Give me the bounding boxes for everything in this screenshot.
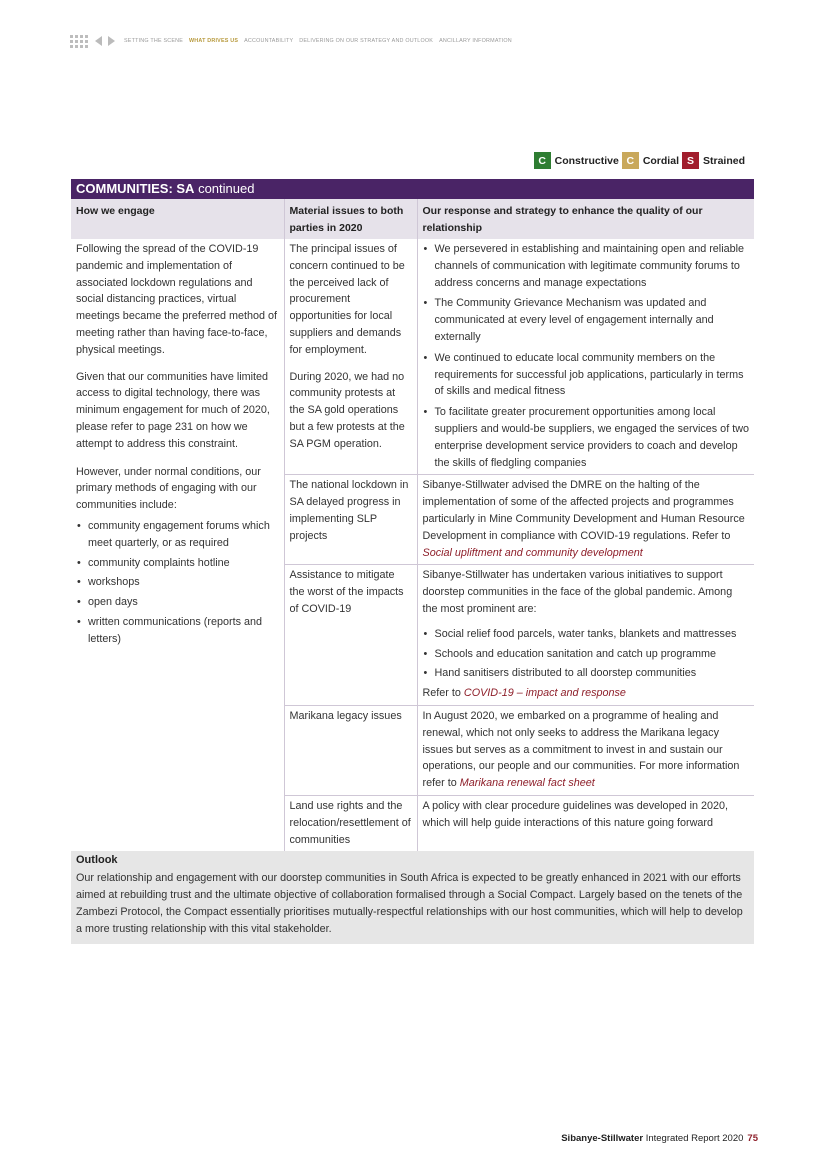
page-number: 75 (747, 1133, 758, 1144)
next-page-icon[interactable] (108, 36, 115, 46)
list-item: • We persevered in establishing and maintaining open and reliable channels of communication with legitimate community forums to address concerns and manage expectations (423, 241, 751, 291)
nav-item-delivering-strategy[interactable]: DELIVERING ON OUR STRATEGY AND OUTLOOK (299, 38, 434, 44)
grid-menu-icon[interactable] (70, 35, 88, 48)
list-item: • written communications (reports and letters) (76, 614, 278, 648)
response-cell (417, 475, 754, 565)
engage-paragraph: Following the spread of the COVID-19 pandemic and implementation of associated lockdown regulations and social distancing practices, virtual meetings became the preferred method of meeting rather than having face-to-face, physical meetings. (76, 243, 278, 356)
refer-text: Refer to (422, 687, 464, 700)
issue-cell (284, 239, 417, 475)
response-cell (417, 705, 754, 795)
list-item: • To facilitate greater procurement opportunities among local suppliers and would-be suppliers, we engaged the services of two enterprise development service providers to coach and develop the skills of fledgling companies (423, 404, 751, 471)
nav-item-accountability[interactable]: ACCOUNTABILITY (244, 38, 294, 44)
issue-cell: Assistance to mitigate the worst of the impacts of COVID-19 (284, 565, 417, 706)
list-item: • The Community Grievance Mechanism was updated and communicated at every level of engagement internally and externally (423, 295, 751, 345)
table-row (71, 795, 754, 851)
response-cell (417, 239, 754, 475)
column-header-engage: How we engage (71, 199, 284, 239)
legend-cordial-label: Cordial (642, 154, 679, 167)
table-title-continued: continued (194, 181, 255, 196)
table-row (71, 705, 754, 795)
table-row (71, 239, 754, 475)
nav-item-ancillary-information[interactable]: ANCILLARY INFORMATION (439, 38, 512, 44)
legend-constructive-label: Constructive (554, 154, 619, 167)
issue-cell: Land use rights and the relocation/resettlement of communities (284, 795, 417, 851)
response-text: Sibanye-Stillwater has undertaken various initiatives to support doorstep communities in the face of the global pandemic. Among the most prominent are: (422, 569, 733, 615)
outlook-heading: Outlook (76, 854, 118, 867)
list-item: • community engagement forums which meet quarterly, or as required (76, 518, 278, 552)
list-item: • We continued to educate local community members on the requirements for successful job applications, particularly in terms of skills and medical fitness (423, 350, 751, 400)
issue-text: During 2020, we had no community protests at the SA gold operations but a few protests at the SA PGM operation. (289, 370, 405, 450)
list-item: • community complaints hotline (76, 555, 278, 572)
covid-impact-link[interactable]: COVID-19 – impact and response (463, 687, 626, 700)
engage-paragraph: However, under normal conditions, our primary methods of engaging with our communities include: (76, 465, 261, 512)
list-item: • Social relief food parcels, water tanks, blankets and mattresses (423, 626, 751, 643)
previous-page-icon[interactable] (95, 36, 102, 46)
legend-cordial-badge: C (622, 152, 639, 169)
communities-table (71, 179, 754, 944)
response-cell (417, 565, 754, 706)
outlook-text: Our relationship and engagement with our doorstep communities in South Africa is expected to be greatly enhanced in 2021 with our efforts aimed at rebuilding trust and the ultimate objective of collaboration formalised through a Social Compact. Largely based on the tenets of the Zambezi Protocol, the Compact essentially prioritises mutually-respectful relationships with our host communities, which will help to develop a more trusting relationship with this vital stakeholder. (76, 872, 743, 936)
list-item: • workshops (76, 574, 278, 591)
legend-constructive-badge: C (534, 152, 551, 169)
column-header-issues: Material issues to both parties in 2020 (284, 199, 417, 239)
nav-item-what-drives-us[interactable]: WHAT DRIVES US (189, 38, 239, 44)
table-title (71, 179, 754, 199)
engage-methods-list (76, 518, 278, 648)
engage-cell (71, 239, 284, 705)
list-item: • Schools and education sanitation and catch up programme (423, 646, 751, 663)
response-text: In August 2020, we embarked on a programme of healing and renewal, which not only seeks to address the Marikana legacy issues but serves as a commitment to invest in and sustain our operations, our people and our communities. For more information refer to (422, 709, 740, 790)
engage-paragraph: Given that our communities have limited access to digital technology, there was minimum engagement for much of 2020, please refer to page 231 on how we attempt to address this constraint. (76, 370, 270, 450)
footer-company: Sibanye-Stillwater (561, 1133, 644, 1144)
legend-strained-label: Strained (702, 154, 745, 167)
relationship-legend (534, 152, 748, 169)
list-item: • Hand sanitisers distributed to all doorstep communities (423, 665, 751, 682)
top-navigation (70, 34, 512, 48)
social-upliftment-link[interactable]: Social upliftment and community development (422, 546, 643, 559)
footer-report: Integrated Report 2020 (643, 1133, 744, 1144)
outlook-section (71, 851, 754, 944)
legend-strained-badge: S (682, 152, 699, 169)
list-item: • open days (76, 594, 278, 611)
response-cell: A policy with clear procedure guidelines was developed in 2020, which will help guide interactions of this nature going forward (417, 795, 754, 851)
page-footer (561, 1133, 758, 1144)
issue-cell: The national lockdown in SA delayed progress in implementing SLP projects (284, 475, 417, 565)
issue-text: The principal issues of concern continued to be the perceived lack of procurement opportunities for local suppliers and demands for employment. (289, 243, 405, 356)
response-list (423, 241, 751, 471)
response-text: Sibanye-Stillwater advised the DMRE on the halting of the implementation of some of the affected projects and programmes particularly in Mine Community Development and Human Resource Development in compliance with COVID-19 regulations. Refer to (422, 479, 745, 542)
marikana-renewal-link[interactable]: Marikana renewal fact sheet (459, 777, 595, 790)
response-list (423, 626, 751, 682)
column-header-response: Our response and strategy to enhance the quality of our relationship (417, 199, 754, 239)
issue-cell: Marikana legacy issues (284, 705, 417, 795)
nav-item-setting-the-scene[interactable]: SETTING THE SCENE (124, 38, 184, 44)
table-title-main: COMMUNITIES: SA (76, 181, 195, 196)
